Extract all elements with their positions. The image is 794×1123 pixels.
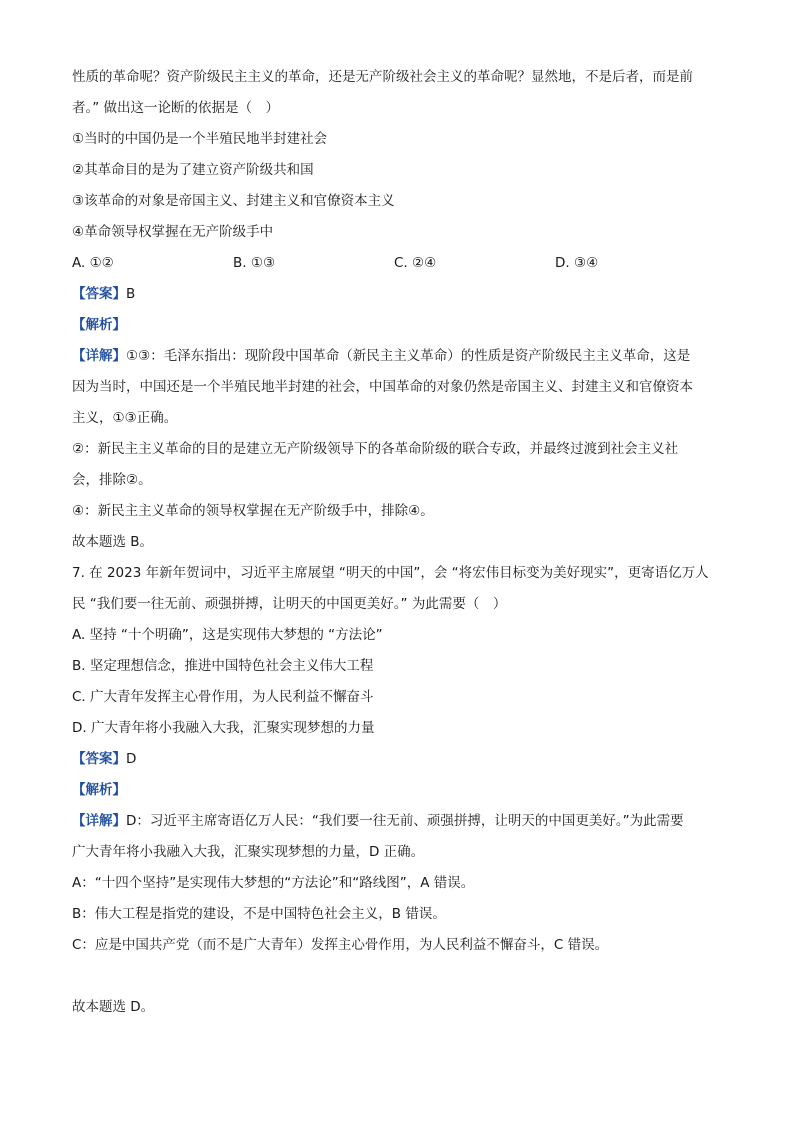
q7-detail-line-3: A：“十四个坚持”是实现伟大梦想的“方法论”和“路线图”，A 错误。 [72, 875, 475, 891]
q7-option-c: C. 广大青年发挥主心骨作用，为人民利益不懈奋斗 [72, 689, 374, 705]
q6-option-a: A. ①② [72, 255, 114, 271]
q6-item-4: ④革命领导权掌握在无产阶级手中 [72, 224, 274, 240]
detail-tag: 【详解】 [72, 348, 126, 364]
answer-value: D [126, 751, 137, 767]
q7-option-b: B. 坚定理想信念，推进中国特色社会主义伟大工程 [72, 658, 374, 674]
q7-detail-line-2: 广大青年将小我融入大我，汇聚实现梦想的力量，D 正确。 [72, 844, 425, 860]
q7-detail-line-1 [72, 806, 728, 837]
q7-detail-line-5: C：应是中国共产党（而不是广大青年）发挥主心骨作用，为人民利益不懈奋斗，C 错误。 [72, 937, 609, 953]
q6-detail-line-4: ②：新民主主义革命的目的是建立无产阶级领导下的各革命阶级的联合专政，并最终过渡到社会主义社 [72, 441, 679, 457]
q6-conclusion: 故本题选 B。 [72, 534, 154, 550]
q7-conclusion: 故本题选 D。 [72, 999, 155, 1015]
q6-option-c: C. ②④ [394, 255, 437, 271]
document-page [72, 62, 728, 1023]
q6-options [72, 248, 728, 279]
blank-spacer [72, 961, 728, 992]
q6-analysis-heading [72, 310, 728, 341]
q6-item-2: ②其革命目的是为了建立资产阶级共和国 [72, 162, 314, 178]
detail-text: D：习近平主席寄语亿万人民：“我们要一往无前、顽强拼搏，让明天的中国更美好。”为此需要 [126, 813, 684, 829]
q6-detail-line-6: ④：新民主主义革命的领导权掌握在无产阶级手中，排除④。 [72, 503, 434, 519]
q7-option-d: D. 广大青年将小我融入大我，汇聚实现梦想的力量 [72, 720, 375, 736]
q6-item-3: ③该革命的对象是帝国主义、封建主义和官僚资本主义 [72, 193, 395, 209]
q6-stem-line-1: 性质的革命呢？资产阶级民主主义的革命，还是无产阶级社会主义的革命呢？显然地，不是后者，而是前 [72, 69, 693, 85]
q7-detail-line-4: B：伟大工程是指党的建设，不是中国特色社会主义，B 错误。 [72, 906, 446, 922]
q7-analysis-heading [72, 775, 728, 806]
q6-item-1: ①当时的中国仍是一个半殖民地半封建社会 [72, 131, 328, 147]
q6-detail-line-3: 主义，①③正确。 [72, 410, 178, 426]
answer-tag: 【答案】 [72, 286, 126, 302]
analysis-tag: 【解析】 [72, 782, 126, 798]
q7-stem-line-2: 民 “我们要一往无前、顽强拼搏，让明天的中国更美好。” 为此需要（ ） [72, 596, 507, 612]
q6-detail-line-2: 因为当时，中国还是一个半殖民地半封建的社会，中国革命的对象仍然是帝国主义、封建主义和官僚资本 [72, 379, 693, 395]
answer-tag: 【答案】 [72, 751, 126, 767]
q6-detail-line-5: 会，排除②。 [72, 472, 152, 488]
q6-detail-line-1 [72, 341, 728, 372]
q7-option-a: A. 坚持 “十个明确”，这是实现伟大梦想的 “方法论” [72, 627, 383, 643]
analysis-tag: 【解析】 [72, 317, 126, 333]
detail-tag: 【详解】 [72, 813, 126, 829]
q6-option-d: D. ③④ [555, 255, 599, 271]
q7-answer [72, 744, 728, 775]
q6-answer [72, 279, 728, 310]
q6-option-b: B. ①③ [233, 255, 276, 271]
q6-stem-line-2: 者。” 做出这一论断的依据是（ ） [72, 100, 280, 116]
q7-stem-line-1: 7. 在 2023 年新年贺词中，习近平主席展望 “明天的中国”，会 “将宏伟目标变为美好现实”，更寄语亿万人 [72, 565, 709, 581]
answer-value: B [126, 286, 136, 302]
detail-text: ①③：毛泽东指出：现阶段中国革命（新民主主义革命）的性质是资产阶级民主主义革命，这是 [126, 348, 691, 364]
